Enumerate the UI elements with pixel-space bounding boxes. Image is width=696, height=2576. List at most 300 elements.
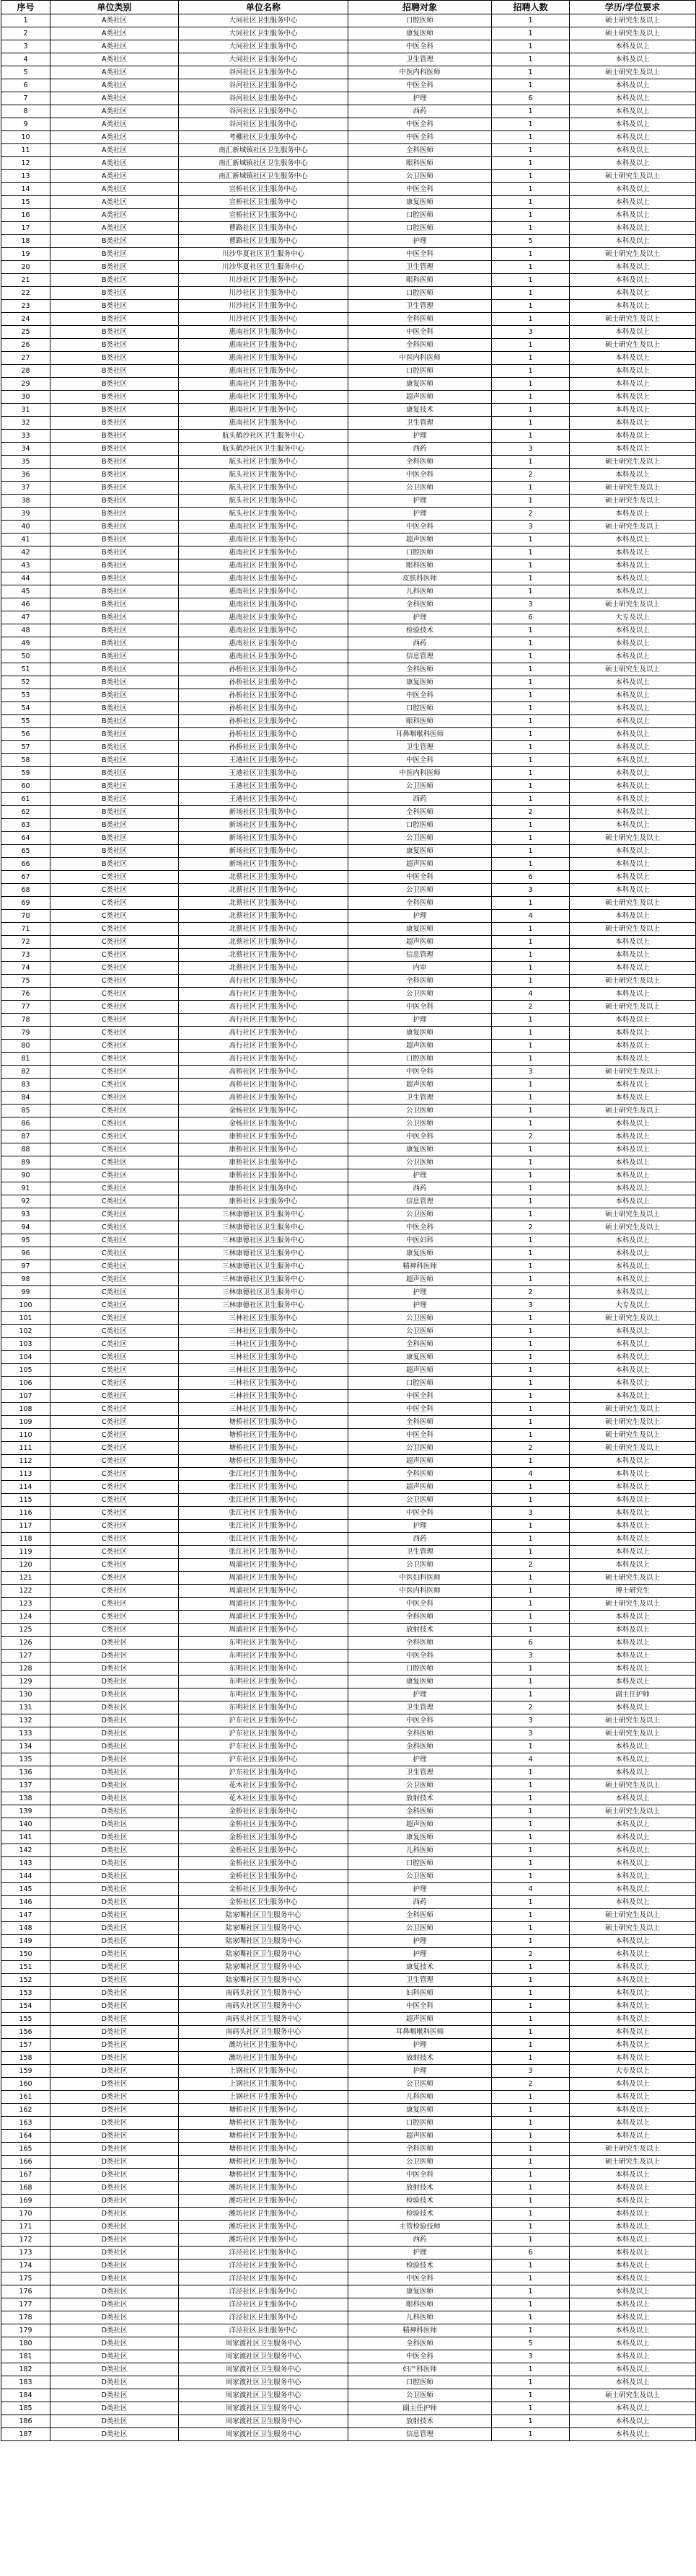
cell-recruit-target: 中医全科 bbox=[348, 1221, 492, 1234]
cell-recruit-target: 康复医师 bbox=[348, 27, 492, 40]
cell-unit-name: 王港社区卫生服务中心 bbox=[179, 767, 348, 780]
cell-education: 本科及以上 bbox=[570, 261, 696, 274]
cell-unit-name: 南码头社区卫生服务中心 bbox=[179, 2026, 348, 2039]
cell-recruit-target: 卫生管理 bbox=[348, 53, 492, 66]
table-row bbox=[1, 1208, 696, 1221]
table-row bbox=[1, 1624, 696, 1637]
cell-education: 本科及以上 bbox=[570, 2104, 696, 2117]
cell-unit-name: 惠南社区卫生服务中心 bbox=[179, 598, 348, 611]
cell-unit-category: C类社区 bbox=[50, 988, 179, 1001]
table-row bbox=[1, 910, 696, 923]
cell-recruit-count: 2 bbox=[492, 1001, 570, 1014]
cell-recruit-target: 中医全科 bbox=[348, 2350, 492, 2363]
cell-index: 56 bbox=[1, 728, 50, 741]
cell-recruit-target: 公卫医师 bbox=[348, 1105, 492, 1117]
cell-unit-name: 三林康德社区卫生服务中心 bbox=[179, 1247, 348, 1260]
table-row bbox=[1, 14, 696, 27]
cell-recruit-count: 6 bbox=[492, 2247, 570, 2259]
table-row bbox=[1, 585, 696, 598]
cell-unit-category: D类社区 bbox=[50, 1818, 179, 1831]
cell-unit-name: 三林康德社区卫生服务中心 bbox=[179, 1221, 348, 1234]
cell-index: 155 bbox=[1, 2013, 50, 2026]
cell-unit-name: 周浦社区卫生服务中心 bbox=[179, 1559, 348, 1572]
cell-recruit-target: 信息管理 bbox=[348, 650, 492, 663]
cell-education: 本科及以上 bbox=[570, 741, 696, 754]
table-row bbox=[1, 1338, 696, 1351]
cell-index: 117 bbox=[1, 1520, 50, 1533]
cell-index: 142 bbox=[1, 1844, 50, 1857]
cell-recruit-count: 1 bbox=[492, 196, 570, 209]
cell-recruit-target: 公卫医师 bbox=[348, 1312, 492, 1325]
cell-education: 硕士研究生及以上 bbox=[570, 1779, 696, 1792]
cell-education: 本科及以上 bbox=[570, 1286, 696, 1299]
cell-recruit-target: 中医全科 bbox=[348, 1650, 492, 1663]
cell-recruit-count: 1 bbox=[492, 105, 570, 118]
cell-recruit-target: 检验技术 bbox=[348, 2195, 492, 2208]
cell-recruit-count: 1 bbox=[492, 2428, 570, 2441]
cell-recruit-target: 口腔医师 bbox=[348, 222, 492, 235]
table-row bbox=[1, 430, 696, 443]
table-row bbox=[1, 2428, 696, 2441]
cell-unit-name: 北蔡社区卫生服务中心 bbox=[179, 910, 348, 923]
cell-education: 本科及以上 bbox=[570, 650, 696, 663]
cell-recruit-target: 护理 bbox=[348, 2039, 492, 2052]
cell-unit-name: 张江社区卫生服务中心 bbox=[179, 1494, 348, 1507]
cell-recruit-target: 全科医师 bbox=[348, 1805, 492, 1818]
table-row bbox=[1, 1156, 696, 1169]
cell-recruit-count: 5 bbox=[492, 235, 570, 248]
cell-recruit-target: 儿科医师 bbox=[348, 1844, 492, 1857]
cell-unit-category: D类社区 bbox=[50, 2104, 179, 2117]
cell-education: 硕士研究生及以上 bbox=[570, 248, 696, 261]
cell-unit-name: 王港社区卫生服务中心 bbox=[179, 780, 348, 793]
cell-unit-category: A类社区 bbox=[50, 131, 179, 144]
table-row bbox=[1, 2324, 696, 2337]
cell-recruit-target: 中医全科 bbox=[348, 40, 492, 53]
cell-education: 本科及以上 bbox=[570, 2026, 696, 2039]
cell-education: 本科及以上 bbox=[570, 1351, 696, 1364]
cell-recruit-target: 中医全科 bbox=[348, 2000, 492, 2013]
cell-index: 180 bbox=[1, 2337, 50, 2350]
cell-recruit-count: 2 bbox=[492, 1559, 570, 1572]
cell-recruit-count: 1 bbox=[492, 1831, 570, 1844]
cell-index: 11 bbox=[1, 144, 50, 157]
cell-recruit-target: 超声医师 bbox=[348, 2013, 492, 2026]
cell-recruit-count: 6 bbox=[492, 92, 570, 105]
cell-recruit-count: 1 bbox=[492, 2415, 570, 2428]
cell-recruit-count: 1 bbox=[492, 624, 570, 637]
cell-recruit-target: 西药 bbox=[348, 443, 492, 456]
cell-education: 本科及以上 bbox=[570, 79, 696, 92]
cell-unit-name: 三林社区卫生服务中心 bbox=[179, 1377, 348, 1390]
table-body bbox=[1, 14, 696, 2441]
cell-education: 硕士研究生及以上 bbox=[570, 832, 696, 845]
cell-recruit-target: 护理 bbox=[348, 1688, 492, 1701]
cell-recruit-target: 公卫医师 bbox=[348, 1870, 492, 1883]
cell-unit-name: 周家渡社区卫生服务中心 bbox=[179, 2337, 348, 2350]
cell-recruit-target: 护理 bbox=[348, 235, 492, 248]
cell-recruit-target: 皮肤科医师 bbox=[348, 572, 492, 585]
cell-recruit-count: 1 bbox=[492, 1922, 570, 1935]
cell-recruit-count: 1 bbox=[492, 1364, 570, 1377]
cell-index: 171 bbox=[1, 2221, 50, 2234]
cell-recruit-count: 2 bbox=[492, 2078, 570, 2091]
cell-recruit-count: 1 bbox=[492, 40, 570, 53]
table-row bbox=[1, 2389, 696, 2402]
cell-recruit-target: 护理 bbox=[348, 495, 492, 508]
cell-recruit-count: 1 bbox=[492, 1779, 570, 1792]
cell-unit-category: B类社区 bbox=[50, 391, 179, 404]
cell-unit-category: D类社区 bbox=[50, 1740, 179, 1753]
cell-recruit-count: 1 bbox=[492, 2143, 570, 2156]
cell-recruit-target: 卫生管理 bbox=[348, 1546, 492, 1559]
cell-education: 本科及以上 bbox=[570, 2052, 696, 2065]
cell-unit-name: 川沙社区卫生服务中心 bbox=[179, 313, 348, 326]
cell-unit-name: 三林康德社区卫生服务中心 bbox=[179, 1286, 348, 1299]
cell-education: 硕士研究生及以上 bbox=[570, 1429, 696, 1442]
cell-index: 81 bbox=[1, 1053, 50, 1066]
cell-index: 182 bbox=[1, 2363, 50, 2376]
cell-unit-name: 川沙华夏社区卫生服务中心 bbox=[179, 248, 348, 261]
cell-education: 硕士研究生及以上 bbox=[570, 598, 696, 611]
table-row bbox=[1, 1948, 696, 1961]
cell-unit-category: D类社区 bbox=[50, 1766, 179, 1779]
cell-education: 本科及以上 bbox=[570, 780, 696, 793]
cell-recruit-count: 1 bbox=[492, 1105, 570, 1117]
cell-unit-category: D类社区 bbox=[50, 1987, 179, 2000]
cell-index: 131 bbox=[1, 1701, 50, 1714]
cell-unit-name: 惠南社区卫生服务中心 bbox=[179, 352, 348, 365]
cell-index: 185 bbox=[1, 2402, 50, 2415]
cell-unit-name: 惠南社区卫生服务中心 bbox=[179, 650, 348, 663]
cell-recruit-target: 检验技术 bbox=[348, 624, 492, 637]
cell-recruit-count: 3 bbox=[492, 521, 570, 534]
cell-index: 99 bbox=[1, 1286, 50, 1299]
cell-unit-name: 三林社区卫生服务中心 bbox=[179, 1403, 348, 1416]
cell-unit-category: C类社区 bbox=[50, 1027, 179, 1040]
cell-unit-category: C类社区 bbox=[50, 1312, 179, 1325]
cell-unit-category: C类社区 bbox=[50, 1494, 179, 1507]
cell-recruit-target: 全科医师 bbox=[348, 1909, 492, 1922]
cell-unit-name: 北蔡社区卫生服务中心 bbox=[179, 923, 348, 936]
cell-education: 本科及以上 bbox=[570, 2272, 696, 2285]
cell-education: 本科及以上 bbox=[570, 845, 696, 858]
table-row bbox=[1, 66, 696, 79]
table-row bbox=[1, 1092, 696, 1105]
cell-recruit-target: 康复技术 bbox=[348, 1961, 492, 1974]
cell-index: 147 bbox=[1, 1909, 50, 1922]
cell-unit-name: 三林社区卫生服务中心 bbox=[179, 1351, 348, 1364]
cell-index: 82 bbox=[1, 1066, 50, 1079]
cell-recruit-target: 康复医师 bbox=[348, 676, 492, 689]
cell-education: 本科及以上 bbox=[570, 443, 696, 456]
table-row bbox=[1, 2169, 696, 2182]
cell-recruit-target: 超声医师 bbox=[348, 2130, 492, 2143]
cell-unit-name: 陆家嘴社区卫生服务中心 bbox=[179, 1909, 348, 1922]
cell-education: 硕士研究生及以上 bbox=[570, 27, 696, 40]
cell-education: 本科及以上 bbox=[570, 1273, 696, 1286]
cell-index: 27 bbox=[1, 352, 50, 365]
cell-unit-name: 航头鹤沙社区卫生服务中心 bbox=[179, 430, 348, 443]
cell-index: 64 bbox=[1, 832, 50, 845]
cell-index: 89 bbox=[1, 1156, 50, 1169]
cell-recruit-count: 1 bbox=[492, 391, 570, 404]
cell-recruit-target: 放射技术 bbox=[348, 2052, 492, 2065]
table-row bbox=[1, 1014, 696, 1027]
cell-unit-category: B类社区 bbox=[50, 624, 179, 637]
cell-education: 硕士研究生及以上 bbox=[570, 1572, 696, 1585]
header-recruit-count: 招聘人数 bbox=[492, 1, 570, 14]
cell-index: 111 bbox=[1, 1442, 50, 1455]
cell-unit-category: C类社区 bbox=[50, 884, 179, 897]
cell-recruit-target: 全科医师 bbox=[348, 2337, 492, 2350]
cell-education: 本科及以上 bbox=[570, 1390, 696, 1403]
cell-unit-category: B类社区 bbox=[50, 663, 179, 676]
cell-index: 116 bbox=[1, 1507, 50, 1520]
cell-index: 135 bbox=[1, 1753, 50, 1766]
cell-recruit-count: 1 bbox=[492, 1351, 570, 1364]
cell-education: 本科及以上 bbox=[570, 1040, 696, 1053]
cell-recruit-count: 1 bbox=[492, 534, 570, 546]
cell-recruit-count: 1 bbox=[492, 1481, 570, 1494]
cell-unit-name: 潍坊社区卫生服务中心 bbox=[179, 2195, 348, 2208]
cell-recruit-target: 口腔医师 bbox=[348, 365, 492, 378]
cell-recruit-count: 1 bbox=[492, 261, 570, 274]
cell-recruit-target: 检验技术 bbox=[348, 2208, 492, 2221]
cell-education: 本科及以上 bbox=[570, 936, 696, 949]
cell-unit-category: B类社区 bbox=[50, 741, 179, 754]
cell-education: 硕士研究生及以上 bbox=[570, 1442, 696, 1455]
cell-unit-category: C类社区 bbox=[50, 1169, 179, 1182]
cell-recruit-count: 1 bbox=[492, 1273, 570, 1286]
cell-index: 96 bbox=[1, 1247, 50, 1260]
cell-unit-name: 沪东社区卫生服务中心 bbox=[179, 1766, 348, 1779]
cell-recruit-count: 1 bbox=[492, 2389, 570, 2402]
cell-unit-name: 潍坊社区卫生服务中心 bbox=[179, 2039, 348, 2052]
cell-education: 硕士研究生及以上 bbox=[570, 521, 696, 534]
cell-unit-name: 东明社区卫生服务中心 bbox=[179, 1688, 348, 1701]
table-row bbox=[1, 1299, 696, 1312]
cell-recruit-count: 1 bbox=[492, 404, 570, 417]
cell-unit-name: 潍坊社区卫生服务中心 bbox=[179, 2234, 348, 2247]
cell-recruit-target: 公卫医师 bbox=[348, 2156, 492, 2169]
cell-recruit-count: 1 bbox=[492, 378, 570, 391]
cell-recruit-count: 1 bbox=[492, 650, 570, 663]
cell-recruit-target: 口腔医师 bbox=[348, 1053, 492, 1066]
table-row bbox=[1, 1001, 696, 1014]
cell-education: 本科及以上 bbox=[570, 2195, 696, 2208]
cell-recruit-target: 护理 bbox=[348, 1286, 492, 1299]
cell-recruit-target: 妇产科医师 bbox=[348, 2363, 492, 2376]
cell-recruit-target: 超声医师 bbox=[348, 936, 492, 949]
cell-recruit-target: 康复医师 bbox=[348, 196, 492, 209]
cell-recruit-target: 护理 bbox=[348, 430, 492, 443]
cell-unit-name: 周浦社区卫生服务中心 bbox=[179, 1624, 348, 1637]
cell-recruit-count: 3 bbox=[492, 326, 570, 339]
cell-recruit-count: 1 bbox=[492, 637, 570, 650]
cell-unit-name: 周浦社区卫生服务中心 bbox=[179, 1572, 348, 1585]
cell-index: 49 bbox=[1, 637, 50, 650]
table-row bbox=[1, 404, 696, 417]
cell-unit-name: 三林康德社区卫生服务中心 bbox=[179, 1234, 348, 1247]
table-row bbox=[1, 728, 696, 741]
cell-index: 143 bbox=[1, 1857, 50, 1870]
cell-recruit-count: 1 bbox=[492, 780, 570, 793]
cell-education: 本科及以上 bbox=[570, 546, 696, 559]
cell-unit-name: 康桥社区卫生服务中心 bbox=[179, 1169, 348, 1182]
cell-index: 151 bbox=[1, 1961, 50, 1974]
cell-recruit-target: 中医全科 bbox=[348, 1429, 492, 1442]
table-row bbox=[1, 936, 696, 949]
cell-education: 本科及以上 bbox=[570, 2000, 696, 2013]
cell-recruit-target: 口腔医师 bbox=[348, 819, 492, 832]
cell-unit-category: C类社区 bbox=[50, 975, 179, 988]
cell-recruit-target: 康复医师 bbox=[348, 1351, 492, 1364]
cell-recruit-count: 1 bbox=[492, 2000, 570, 2013]
table-row bbox=[1, 1611, 696, 1624]
cell-recruit-count: 2 bbox=[492, 1948, 570, 1961]
cell-index: 112 bbox=[1, 1455, 50, 1468]
cell-recruit-target: 公卫医师 bbox=[348, 1325, 492, 1338]
table-row bbox=[1, 2065, 696, 2078]
cell-index: 47 bbox=[1, 611, 50, 624]
cell-education: 本科及以上 bbox=[570, 53, 696, 66]
cell-education: 硕士研究生及以上 bbox=[570, 1416, 696, 1429]
table-row bbox=[1, 1701, 696, 1714]
cell-recruit-target: 护理 bbox=[348, 1299, 492, 1312]
cell-unit-name: 惠南社区卫生服务中心 bbox=[179, 378, 348, 391]
cell-education: 本科及以上 bbox=[570, 2130, 696, 2143]
cell-unit-category: C类社区 bbox=[50, 1403, 179, 1416]
table-row bbox=[1, 741, 696, 754]
cell-unit-name: 周家渡社区卫生服务中心 bbox=[179, 2376, 348, 2389]
cell-education: 本科及以上 bbox=[570, 1753, 696, 1766]
cell-education: 硕士研究生及以上 bbox=[570, 1066, 696, 1079]
cell-education: 硕士研究生及以上 bbox=[570, 1727, 696, 1740]
cell-unit-name: 沪东社区卫生服务中心 bbox=[179, 1727, 348, 1740]
cell-recruit-target: 中医内科医师 bbox=[348, 1585, 492, 1598]
cell-recruit-count: 1 bbox=[492, 2285, 570, 2298]
cell-unit-name: 孙桥社区卫生服务中心 bbox=[179, 676, 348, 689]
cell-education: 本科及以上 bbox=[570, 2208, 696, 2221]
cell-recruit-count: 1 bbox=[492, 1053, 570, 1066]
cell-recruit-target: 护理 bbox=[348, 1935, 492, 1948]
cell-recruit-count: 1 bbox=[492, 936, 570, 949]
cell-unit-name: 高行社区卫生服务中心 bbox=[179, 1053, 348, 1066]
cell-recruit-count: 1 bbox=[492, 2234, 570, 2247]
cell-recruit-target: 全科医师 bbox=[348, 1468, 492, 1481]
cell-index: 133 bbox=[1, 1727, 50, 1740]
cell-recruit-target: 口腔医师 bbox=[348, 2117, 492, 2130]
cell-recruit-target: 全科医师 bbox=[348, 2143, 492, 2156]
cell-index: 170 bbox=[1, 2208, 50, 2221]
cell-unit-name: 南码头社区卫生服务中心 bbox=[179, 2013, 348, 2026]
cell-recruit-target: 信息管理 bbox=[348, 1195, 492, 1208]
cell-recruit-count: 1 bbox=[492, 2052, 570, 2065]
cell-education: 本科及以上 bbox=[570, 1896, 696, 1909]
cell-education: 硕士研究生及以上 bbox=[570, 14, 696, 27]
cell-unit-name: 北蔡社区卫生服务中心 bbox=[179, 897, 348, 910]
table-row bbox=[1, 2078, 696, 2091]
cell-index: 103 bbox=[1, 1338, 50, 1351]
cell-unit-category: D类社区 bbox=[50, 1896, 179, 1909]
cell-recruit-target: 护理 bbox=[348, 2065, 492, 2078]
cell-recruit-count: 1 bbox=[492, 663, 570, 676]
cell-unit-category: C类社区 bbox=[50, 910, 179, 923]
cell-recruit-count: 1 bbox=[492, 1377, 570, 1390]
cell-education: 硕士研究生及以上 bbox=[570, 1714, 696, 1727]
cell-unit-category: B类社区 bbox=[50, 689, 179, 702]
cell-unit-category: B类社区 bbox=[50, 482, 179, 495]
cell-recruit-count: 1 bbox=[492, 1611, 570, 1624]
cell-unit-name: 大同社区卫生服务中心 bbox=[179, 53, 348, 66]
cell-recruit-count: 1 bbox=[492, 1092, 570, 1105]
cell-unit-category: D类社区 bbox=[50, 1650, 179, 1663]
table-row bbox=[1, 663, 696, 676]
cell-unit-name: 三林康德社区卫生服务中心 bbox=[179, 1273, 348, 1286]
cell-unit-category: D类社区 bbox=[50, 2272, 179, 2285]
cell-unit-name: 塘桥社区卫生服务中心 bbox=[179, 1416, 348, 1429]
cell-index: 32 bbox=[1, 417, 50, 430]
cell-recruit-target: 中医全科 bbox=[348, 2272, 492, 2285]
cell-unit-category: C类社区 bbox=[50, 1507, 179, 1520]
cell-index: 172 bbox=[1, 2234, 50, 2247]
cell-recruit-count: 1 bbox=[492, 1896, 570, 1909]
table-row bbox=[1, 1714, 696, 1727]
cell-index: 104 bbox=[1, 1351, 50, 1364]
cell-unit-name: 张江社区卫生服务中心 bbox=[179, 1507, 348, 1520]
cell-education: 本科及以上 bbox=[570, 2013, 696, 2026]
cell-education: 本科及以上 bbox=[570, 1766, 696, 1779]
table-row bbox=[1, 339, 696, 352]
cell-index: 127 bbox=[1, 1650, 50, 1663]
cell-unit-name: 洋泾社区卫生服务中心 bbox=[179, 2324, 348, 2337]
cell-recruit-count: 1 bbox=[492, 2130, 570, 2143]
table-row bbox=[1, 2143, 696, 2156]
cell-unit-name: 高桥社区卫生服务中心 bbox=[179, 1092, 348, 1105]
cell-recruit-count: 1 bbox=[492, 2182, 570, 2195]
cell-index: 75 bbox=[1, 975, 50, 988]
cell-recruit-target: 护理 bbox=[348, 1169, 492, 1182]
cell-index: 145 bbox=[1, 1883, 50, 1896]
cell-unit-name: 三林社区卫生服务中心 bbox=[179, 1390, 348, 1403]
cell-recruit-count: 1 bbox=[492, 1520, 570, 1533]
cell-recruit-target: 公卫医师 bbox=[348, 1442, 492, 1455]
cell-education: 本科及以上 bbox=[570, 2402, 696, 2415]
cell-education: 本科及以上 bbox=[570, 183, 696, 196]
cell-education: 本科及以上 bbox=[570, 1792, 696, 1805]
cell-unit-category: D类社区 bbox=[50, 1663, 179, 1676]
cell-recruit-count: 3 bbox=[492, 1299, 570, 1312]
table-row bbox=[1, 2195, 696, 2208]
cell-unit-category: D类社区 bbox=[50, 2039, 179, 2052]
cell-recruit-count: 1 bbox=[492, 1585, 570, 1598]
table-row bbox=[1, 1455, 696, 1468]
cell-index: 91 bbox=[1, 1182, 50, 1195]
cell-unit-category: C类社区 bbox=[50, 1247, 179, 1260]
cell-education: 硕士研究生及以上 bbox=[570, 339, 696, 352]
cell-index: 86 bbox=[1, 1117, 50, 1130]
cell-unit-category: D类社区 bbox=[50, 2182, 179, 2195]
cell-index: 60 bbox=[1, 780, 50, 793]
cell-education: 本科及以上 bbox=[570, 884, 696, 897]
cell-education: 本科及以上 bbox=[570, 559, 696, 572]
cell-unit-name: 高行社区卫生服务中心 bbox=[179, 1040, 348, 1053]
cell-index: 23 bbox=[1, 300, 50, 313]
table-row bbox=[1, 2026, 696, 2039]
cell-unit-name: 塘桥社区卫生服务中心 bbox=[179, 2156, 348, 2169]
cell-recruit-count: 1 bbox=[492, 1390, 570, 1403]
